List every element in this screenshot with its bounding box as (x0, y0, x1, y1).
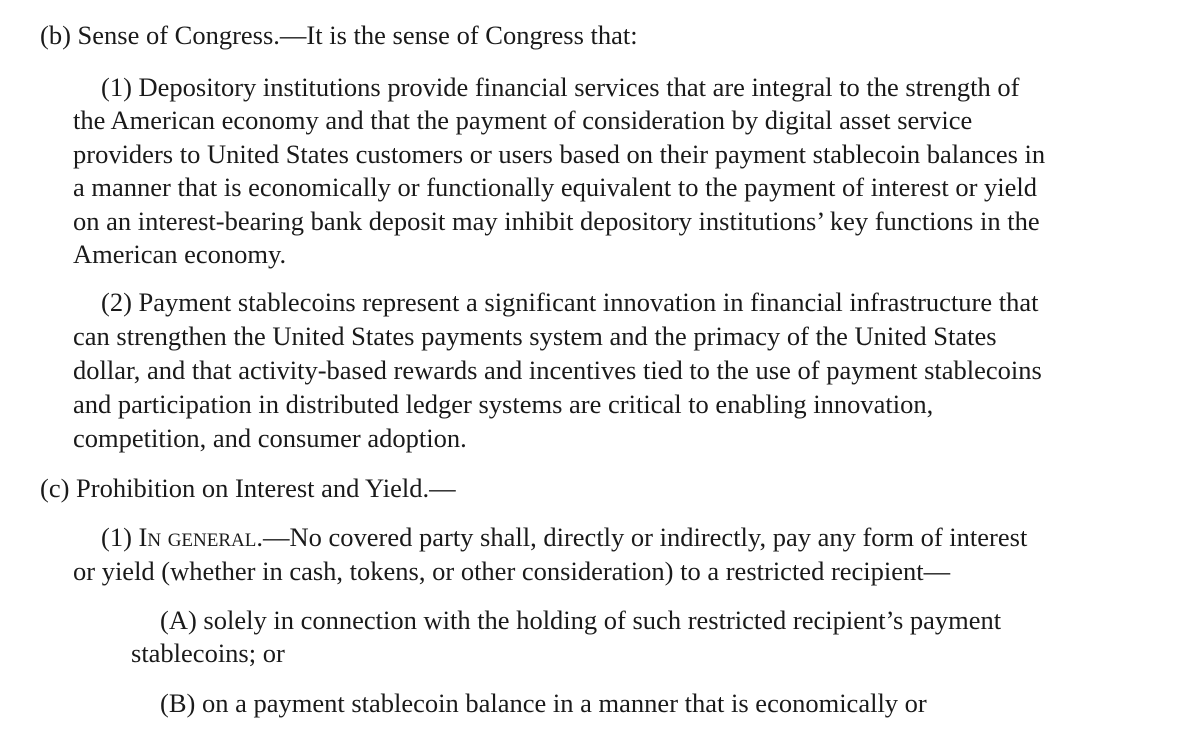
paragraph-line: a manner that is economically or functionally equivalent to the payment of interest or yield (73, 172, 1038, 202)
paragraph-line: can strengthen the United States payments system and the primacy of the United States (73, 321, 997, 351)
paragraph-line (101, 520, 1027, 554)
paragraph-line: (2) Payment stablecoins represent a significant innovation in financial infrastructure that (101, 287, 1039, 317)
paragraph-line: dollar, and that activity-based rewards and incentives tied to the use of payment stablecoins (73, 355, 1042, 385)
paragraph-line: American economy. (73, 239, 287, 269)
paragraph-line: (1) Depository institutions provide financial services that are integral to the strength of (101, 72, 1020, 102)
paragraph-caption: In general (138, 522, 257, 552)
paragraph-line: on an interest-bearing bank deposit may inhibit depository institutions’ key functions in the (73, 206, 1040, 236)
section-b-heading: (b) Sense of Congress.—It is the sense of Congress that: (40, 20, 638, 50)
paragraph-line: and participation in distributed ledger systems are critical to enabling innovation, (73, 389, 934, 419)
paragraph-line: competition, and consumer adoption. (73, 423, 467, 453)
paragraph-line: (A) solely in connection with the holding of such restricted recipient’s payment (160, 605, 1002, 635)
paragraph-line: (B) on a payment stablecoin balance in a manner that is economically or (160, 688, 927, 718)
paragraph-number: (1) (101, 522, 139, 552)
paragraph-lead-text: .—No covered party shall, directly or indirectly, pay any form of interest (256, 522, 1028, 552)
section-c-heading: (c) Prohibition on Interest and Yield.— (40, 473, 456, 503)
paragraph-line: stablecoins; or (131, 638, 285, 668)
paragraph-line: providers to United States customers or users based on their payment stablecoin balances in (73, 139, 1046, 169)
paragraph-line: the American economy and that the payment of consideration by digital asset service (73, 105, 973, 135)
paragraph-line: or yield (whether in cash, tokens, or other consideration) to a restricted recipient— (73, 556, 951, 586)
